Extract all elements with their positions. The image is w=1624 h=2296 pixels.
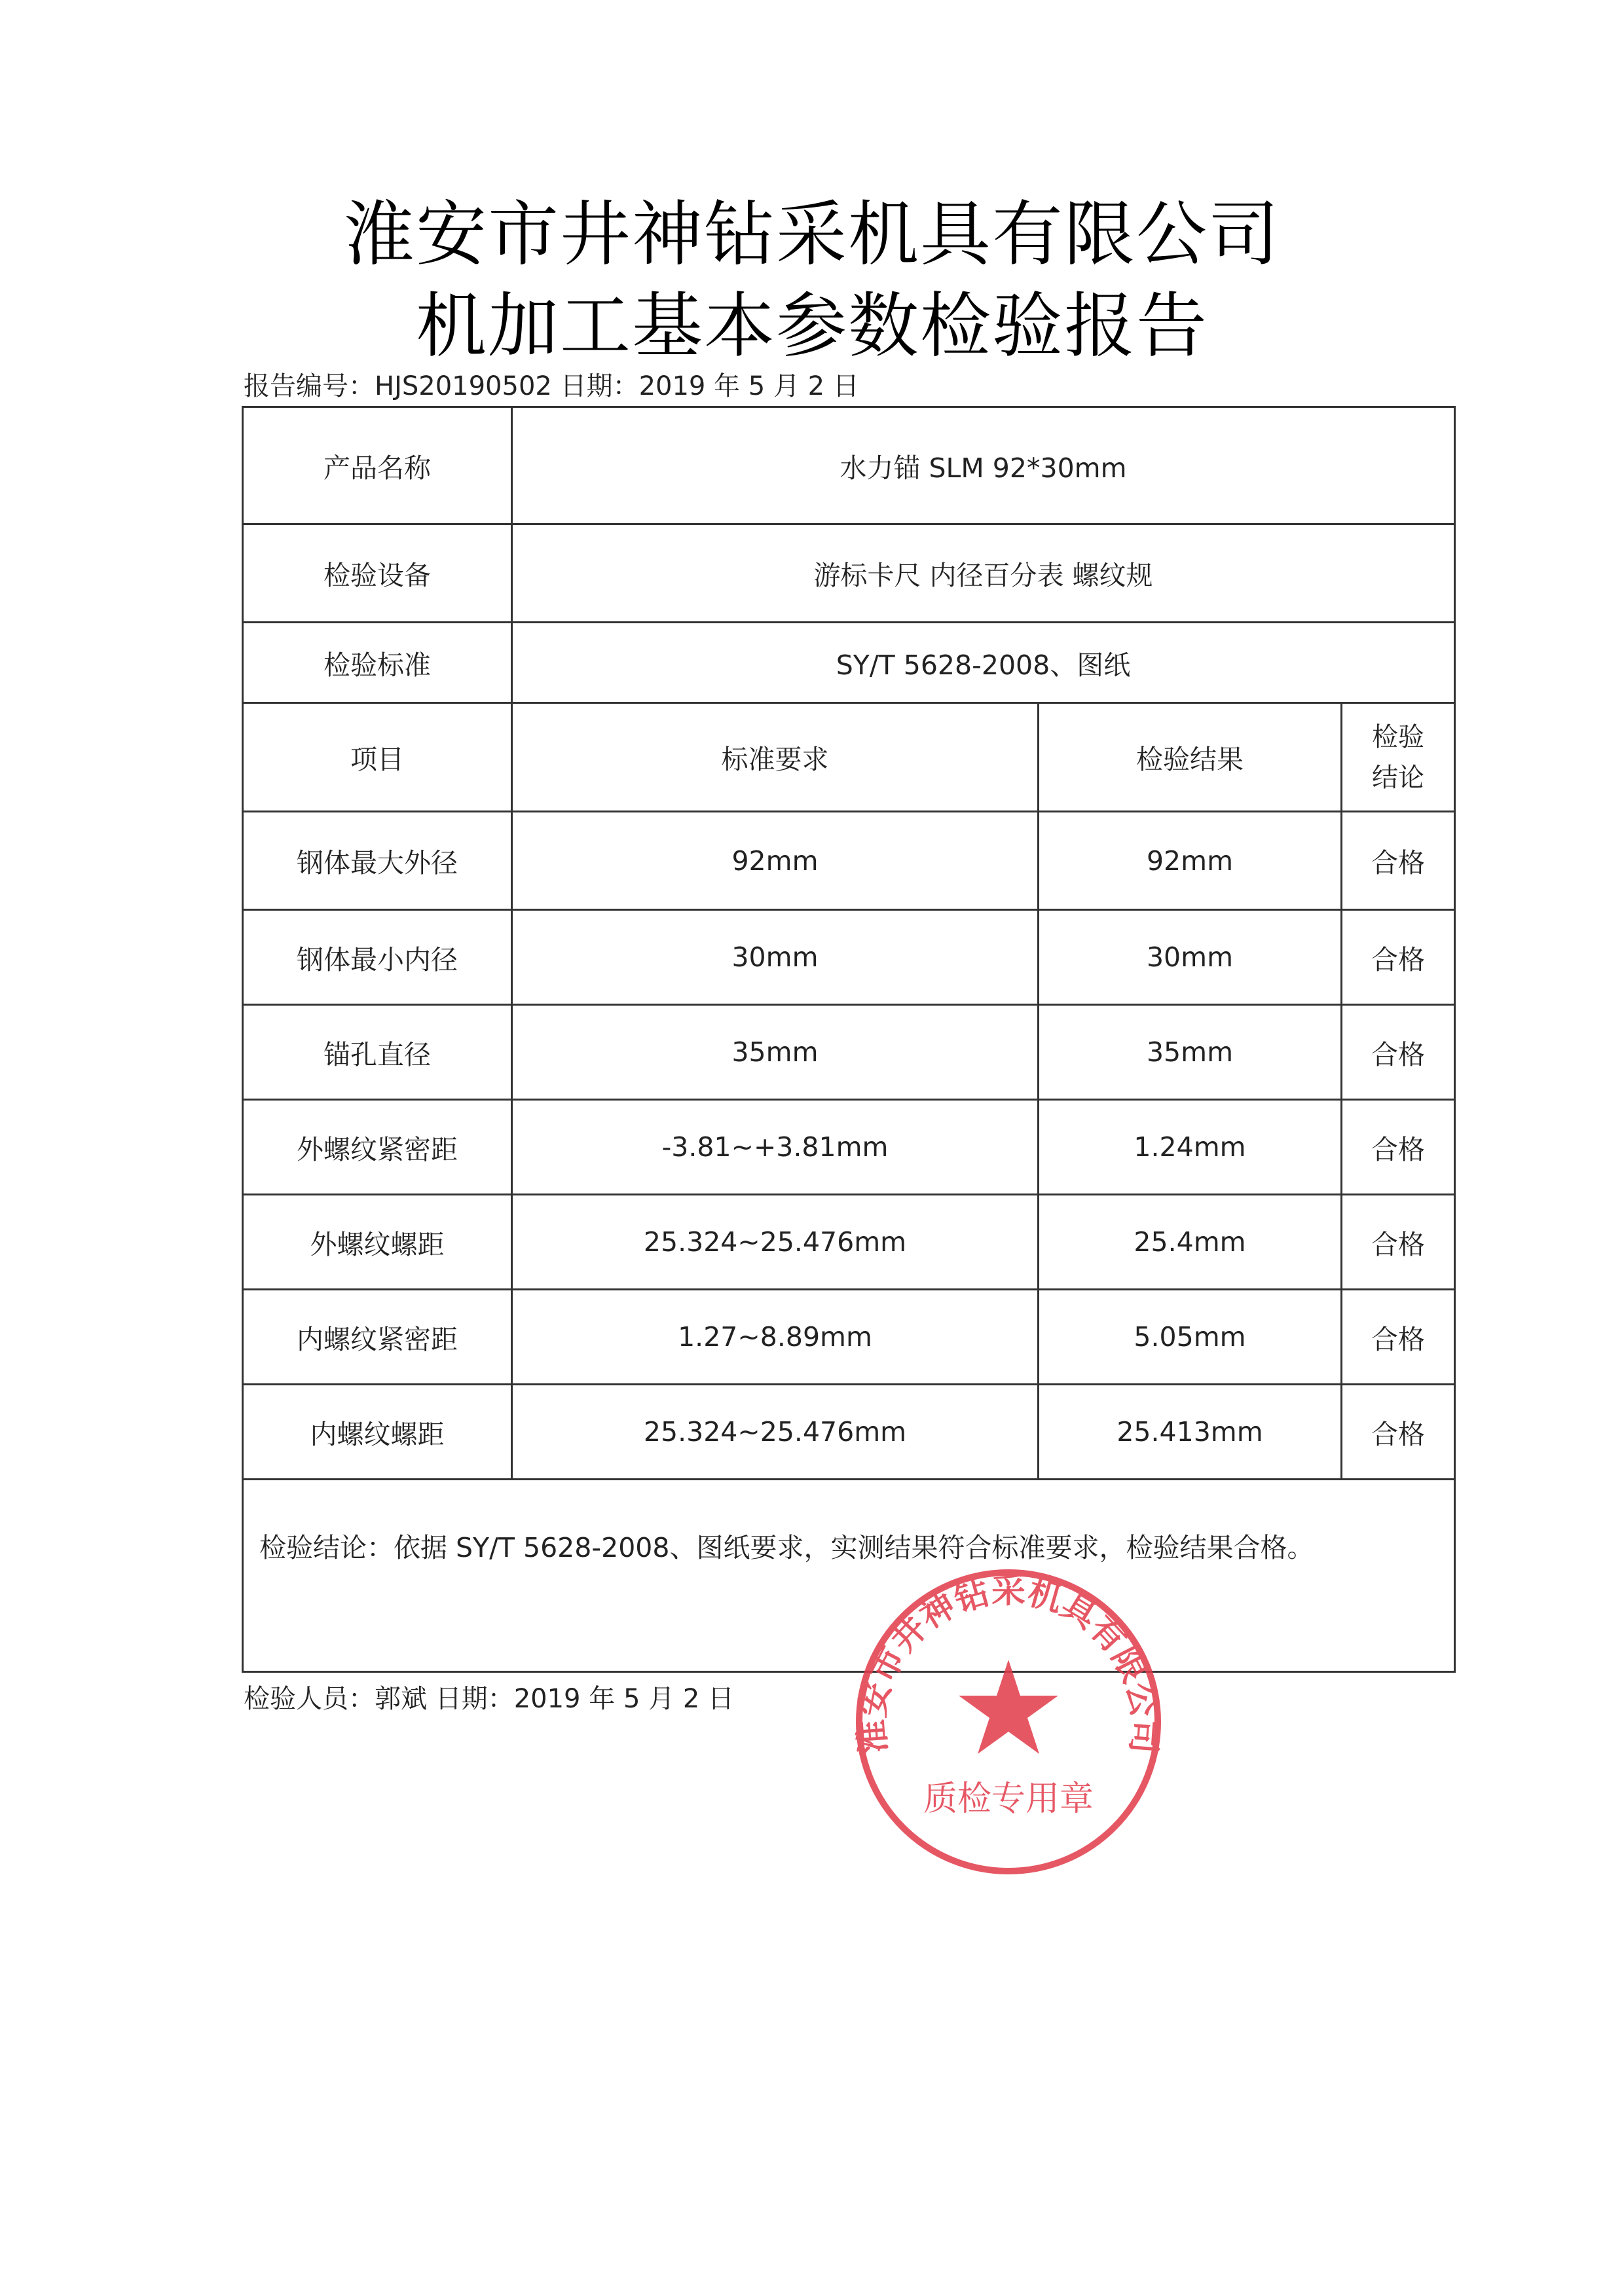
header-result: 检验结果 [1039,703,1342,812]
quality-seal-stamp [851,1565,1166,1879]
row-verdict: 合格 [1342,910,1455,1005]
table-row [243,910,1455,1005]
seal-ring-text: 淮安市井神钻采机具有限公司 [851,1571,1166,1755]
table-row [243,1100,1455,1195]
product-row [243,407,1455,524]
row-item: 锚孔直径 [243,1005,512,1100]
column-header-row [243,703,1455,812]
row-item: 钢体最大外径 [243,812,512,910]
company-title: 淮安市井神钻采机具有限公司 [343,194,1280,276]
inspector-date: 检验人员：郭斌 日期：2019 年 5 月 2 日 [244,1684,734,1714]
report-number-date: 报告编号：HJS20190502 日期：2019 年 5 月 2 日 [244,371,859,401]
table-row [243,1195,1455,1290]
equipment-label: 检验设备 [243,524,512,623]
row-item: 外螺纹紧密距 [243,1100,512,1195]
header-verdict [1342,703,1455,812]
equipment-row [243,524,1455,623]
row-result: 25.413mm [1039,1385,1342,1480]
row-verdict: 合格 [1342,1100,1455,1195]
header-requirement: 标准要求 [512,703,1039,812]
equipment-value: 游标卡尺 内径百分表 螺纹规 [512,524,1455,623]
header-item: 项目 [243,703,512,812]
header-verdict-line2: 结论 [1372,762,1425,793]
star-icon [959,1660,1058,1754]
row-result: 1.24mm [1039,1100,1342,1195]
row-verdict: 合格 [1342,1290,1455,1385]
row-item: 内螺纹螺距 [243,1385,512,1480]
seal-bottom-text: 质检专用章 [923,1779,1094,1819]
conclusion-text: 检验结论：依据 SY/T 5628-2008、图纸要求，实测结果符合标准要求，检验结果合格。 [243,1480,1455,1672]
header-verdict-line1: 检验 [1372,721,1425,752]
row-requirement: 25.324~25.476mm [512,1385,1039,1480]
product-value: 水力锚 SLM 92*30mm [512,407,1455,524]
row-item: 内螺纹紧密距 [243,1290,512,1385]
row-requirement: 35mm [512,1005,1039,1100]
row-result: 92mm [1039,812,1342,910]
standard-value: SY/T 5628-2008、图纸 [512,623,1455,703]
row-result: 5.05mm [1039,1290,1342,1385]
row-verdict: 合格 [1342,1005,1455,1100]
row-result: 35mm [1039,1005,1342,1100]
row-verdict: 合格 [1342,1195,1455,1290]
inspection-table [242,406,1456,1673]
row-verdict: 合格 [1342,812,1455,910]
table-row [243,812,1455,910]
row-result: 30mm [1039,910,1342,1005]
row-requirement: 1.27~8.89mm [512,1290,1039,1385]
product-label: 产品名称 [243,407,512,524]
report-title: 机加工基本参数检验报告 [415,285,1208,367]
row-item: 外螺纹螺距 [243,1195,512,1290]
row-requirement: 92mm [512,812,1039,910]
standard-row [243,623,1455,703]
standard-label: 检验标准 [243,623,512,703]
table-row [243,1005,1455,1100]
row-requirement: -3.81~+3.81mm [512,1100,1039,1195]
row-requirement: 25.324~25.476mm [512,1195,1039,1290]
row-result: 25.4mm [1039,1195,1342,1290]
row-verdict: 合格 [1342,1385,1455,1480]
row-requirement: 30mm [512,910,1039,1005]
table-row [243,1290,1455,1385]
conclusion-row [243,1480,1455,1672]
table-row [243,1385,1455,1480]
row-item: 钢体最小内径 [243,910,512,1005]
